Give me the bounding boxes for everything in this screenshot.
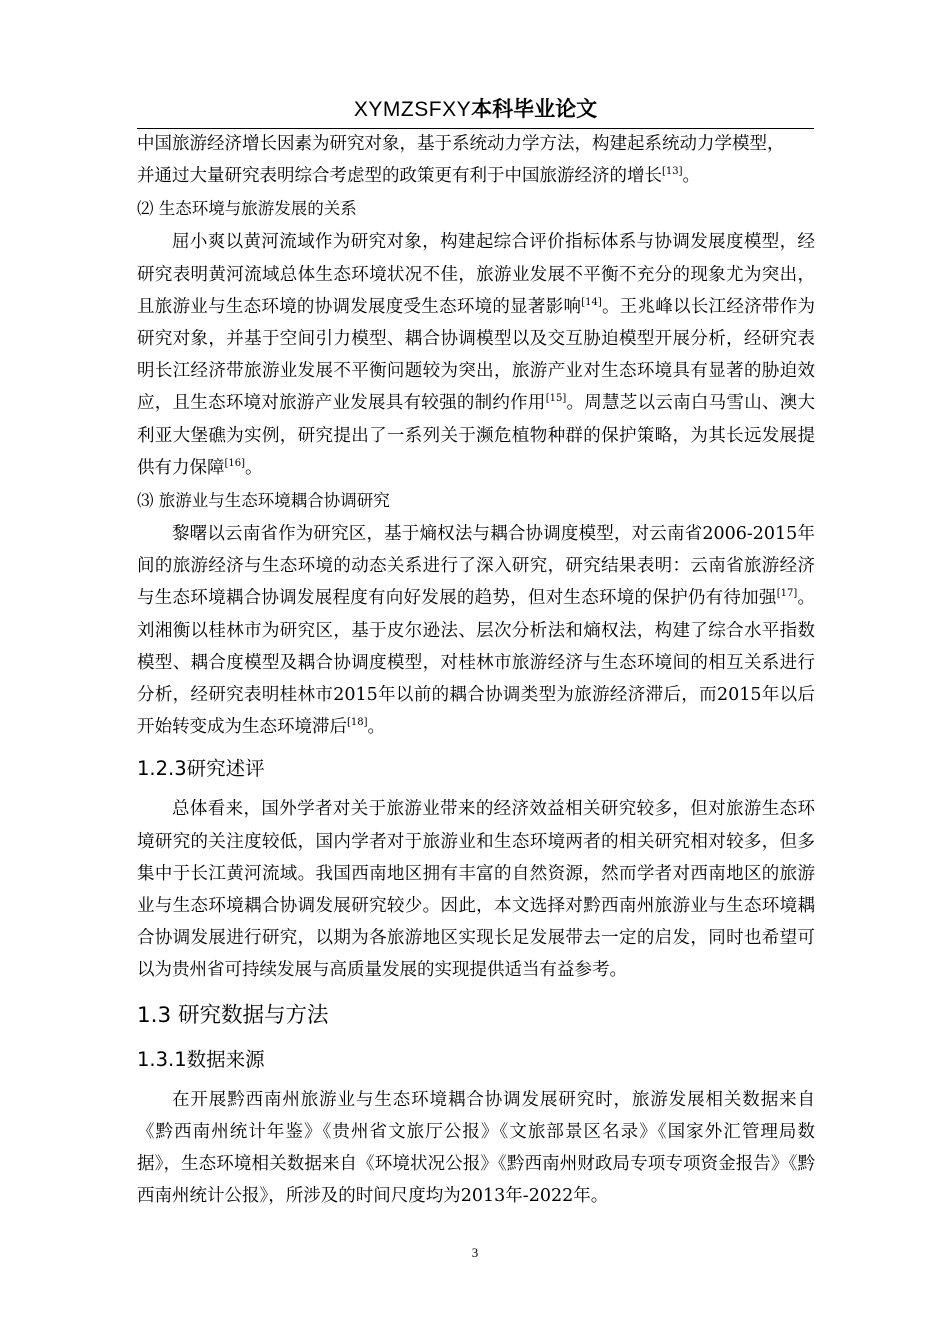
header-title: 本科毕业论文: [471, 97, 598, 121]
subsection-heading-2: ⑵ 生态环境与旅游发展的关系: [137, 199, 357, 219]
section-heading-1-2-3: 1.2.3研究述评: [137, 757, 265, 781]
paragraph-text: 黎曙以云南省作为研究区，基于熵权法与耦合协调度模型，对云南省2006-2015年间的旅游经济与生态环境的动态关系进行了深入研究，研究结果表明：云南省旅游经济与生态环境耦合协调发展程度有向好发展的趋势，但对生态环境的保护仍有待加强: [137, 524, 815, 609]
citation: [18]: [347, 717, 368, 729]
citation: [15]: [545, 393, 567, 405]
running-header: [137, 92, 814, 129]
paragraph-ecology-tourism: [137, 226, 815, 484]
punctuation: 。: [367, 717, 386, 738]
punctuation: 。: [682, 166, 701, 187]
paragraph-text: 。王兆峰以长江经济带作为研究对象，并基于空间引力模型、耦合协调模型以及交互胁迫模型开展分析，经研究表明长江经济带旅游业发展不平衡问题较为突出，旅游产业对生态环境具有显著的胁迫效应，且生态环境对旅游产业发展具有较强的制约作用: [137, 296, 815, 414]
punctuation: 。: [245, 457, 263, 478]
citation: [14]: [581, 296, 602, 308]
citation: [13]: [662, 166, 683, 178]
header-code: XYMZSFXY: [353, 98, 472, 121]
paragraph-continuation: [137, 128, 815, 192]
citation: [17]: [776, 588, 798, 600]
paragraph-data-sources: 在开展黔西南州旅游业与生态环境耦合协调发展研究时，旅游发展相关数据来自《黔西南州统计年鉴》《贵州省文旅厅公报》《文旅部景区名录》《国家外汇管理局数据》，生态环境相关数据来自《环境状况公报》《黔西南州财政局专项专项资金报告》《黔西南州统计公报》，所涉及的时间尺度均为2013年-2022年。: [137, 1089, 815, 1207]
paragraph-text: 屈小爽以黄河流域作为研究对象，构建起综合评价指标体系与协调发展度模型，经研究表明黄河流域总体生态环境状况不佳，旅游业发展不平衡不充分的现象尤为突出，且旅游业与生态环境的协调发展度受生态环境的显著影响: [137, 232, 815, 317]
subsection-heading-3: ⑶ 旅游业与生态环境耦合协调研究: [137, 491, 390, 511]
section-heading-1-3: 1.3 研究数据与方法: [137, 1002, 329, 1028]
paragraph-line: 并通过大量研究表明综合考虑型的政策更有利于中国旅游经济的增长: [137, 166, 662, 187]
section-heading-1-3-1: 1.3.1数据来源: [137, 1047, 265, 1071]
paragraph-text: 。周慧芝以云南白马雪山、澳大利亚大堡礁为实例，研究提出了一系列关于濒危植物种群的保护策略，为其长远发展提供有力保障: [137, 393, 816, 478]
paragraph-review: 总体看来，国外学者对关于旅游业带来的经济效益相关研究较多，但对旅游生态环境研究的关注度较低，国内学者对于旅游业和生态环境两者的相关研究相对较多，但多集中于长江黄河流域。我国西南地区拥有丰富的自然资源，然而学者对西南地区的旅游业与生态环境耦合协调发展研究较少。因此，本文选择对黔西南州旅游业与生态环境耦合协调发展进行研究，以期为各旅游地区实现长足发展带去一定的启发，同时也希望可以为贵州省可持续发展与高质量发展的实现提供适当有益参考。: [137, 799, 815, 981]
paragraph-text: 。刘湘衡以桂林市为研究区，基于皮尔逊法、层次分析法和熵权法，构建了综合水平指数模型、耦合度模型及耦合协调度模型，对桂林市旅游经济与生态环境间的相互关系进行分析，经研究表明桂林市2015年以前的耦合协调类型为旅游经济滞后，而2015年以后开始转变成为生态环境滞后: [137, 588, 816, 738]
page-number: 3: [471, 1245, 479, 1260]
citation: [16]: [224, 458, 246, 469]
paragraph-coupling-research: [137, 518, 815, 743]
paragraph-line: 中国旅游经济增长因素为研究对象，基于系统动力学方法，构建起系统动力学模型，: [137, 134, 785, 154]
document-body: [137, 128, 815, 1212]
